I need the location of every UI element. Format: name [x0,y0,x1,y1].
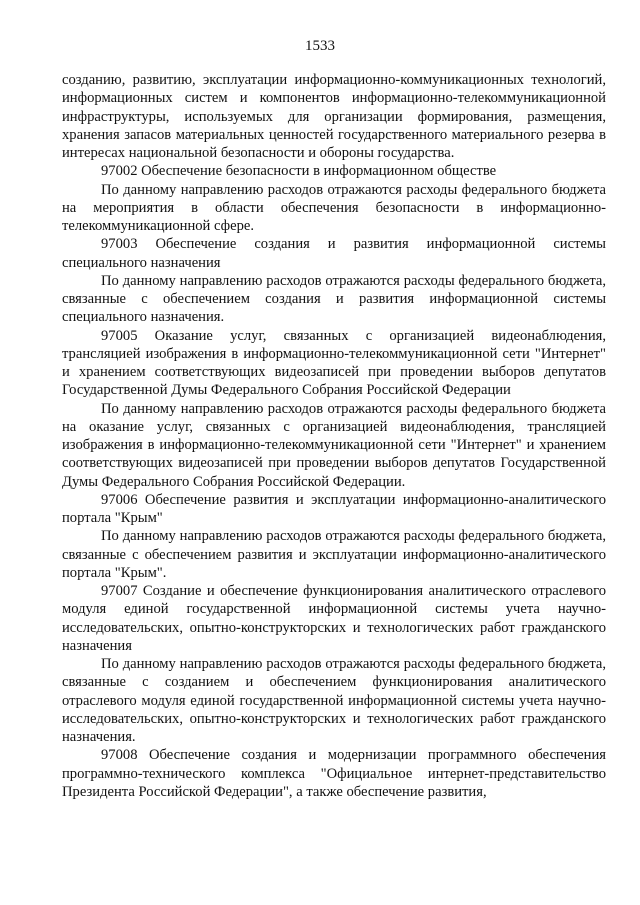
paragraph: По данному направлению расходов отражаются расходы федерального бюджета на оказание услуг, связанных с организацией видеонаблюдения, трансляцией изображения в информационно-телекоммуникационной сети "Интернет" и хранением соответствующих видеозаписей при проведении выборов депутатов Государственной Думы Федерального Собрания Российской Федерации. [62,400,606,490]
paragraph: созданию, развитию, эксплуатации информационно-коммуникационных технологий, информационных систем и компонентов информационно-телекоммуникационной инфраструктуры, используемых для организации формирования, размещения, хранения запасов материальных ценностей государственного материального резерва в интересах национальной безопасности и обороны государства. [62,72,606,161]
paragraph: По данному направлению расходов отражаются расходы федерального бюджета, связанные с созданием и обеспечением функционирования аналитического отраслевого модуля единой государственной информационной системы учета научно-исследовательских, опытно-конструкторских и технологических работ гражданского назначения. [62,656,606,745]
paragraph: По данному направлению расходов отражаются расходы федерального бюджета, связанные с обеспечением создания и развития информационной системы специального назначения. [62,272,606,326]
page-number: 1533 [305,38,335,54]
section-heading-97005: 97005 Оказание услуг, связанных с организацией видеонаблюдения, трансляцией изображения в информационно-телекоммуникационной сети "Интернет" и хранением соответствующих видеозаписей при проведении выборов депутатов Государственной Думы Федерального Собрания Российской Федерации [62,327,606,399]
document-body [62,71,606,801]
section-heading-97008: 97008 Обеспечение создания и модернизации программного обеспечения программно-технического комплекса "Официальное интернет-представительство Президента Российской Федерации", а также обеспечение развития, [62,747,606,800]
section-heading-97007: 97007 Создание и обеспечение функционирования аналитического отраслевого модуля единой государственной информационной системы учета научно-исследовательских, опытно-конструкторских и технологических работ гражданского назначения [62,583,606,654]
section-heading-97002: 97002 Обеспечение безопасности в информационном обществе [101,163,497,180]
section-heading-97003: 97003 Обеспечение создания и развития информационной системы специального назначения [62,236,606,271]
paragraph: По данному направлению расходов отражаются расходы федерального бюджета на мероприятия в области обеспечения безопасности в информационно-телекоммуникационной сфере. [62,181,606,234]
section-heading-97006: 97006 Обеспечение развития и эксплуатации информационно-аналитического портала "Крым" [62,491,606,526]
paragraph: По данному направлению расходов отражаются расходы федерального бюджета, связанные с обеспечением развития и эксплуатации информационно-аналитического портала "Крым". [62,528,606,581]
